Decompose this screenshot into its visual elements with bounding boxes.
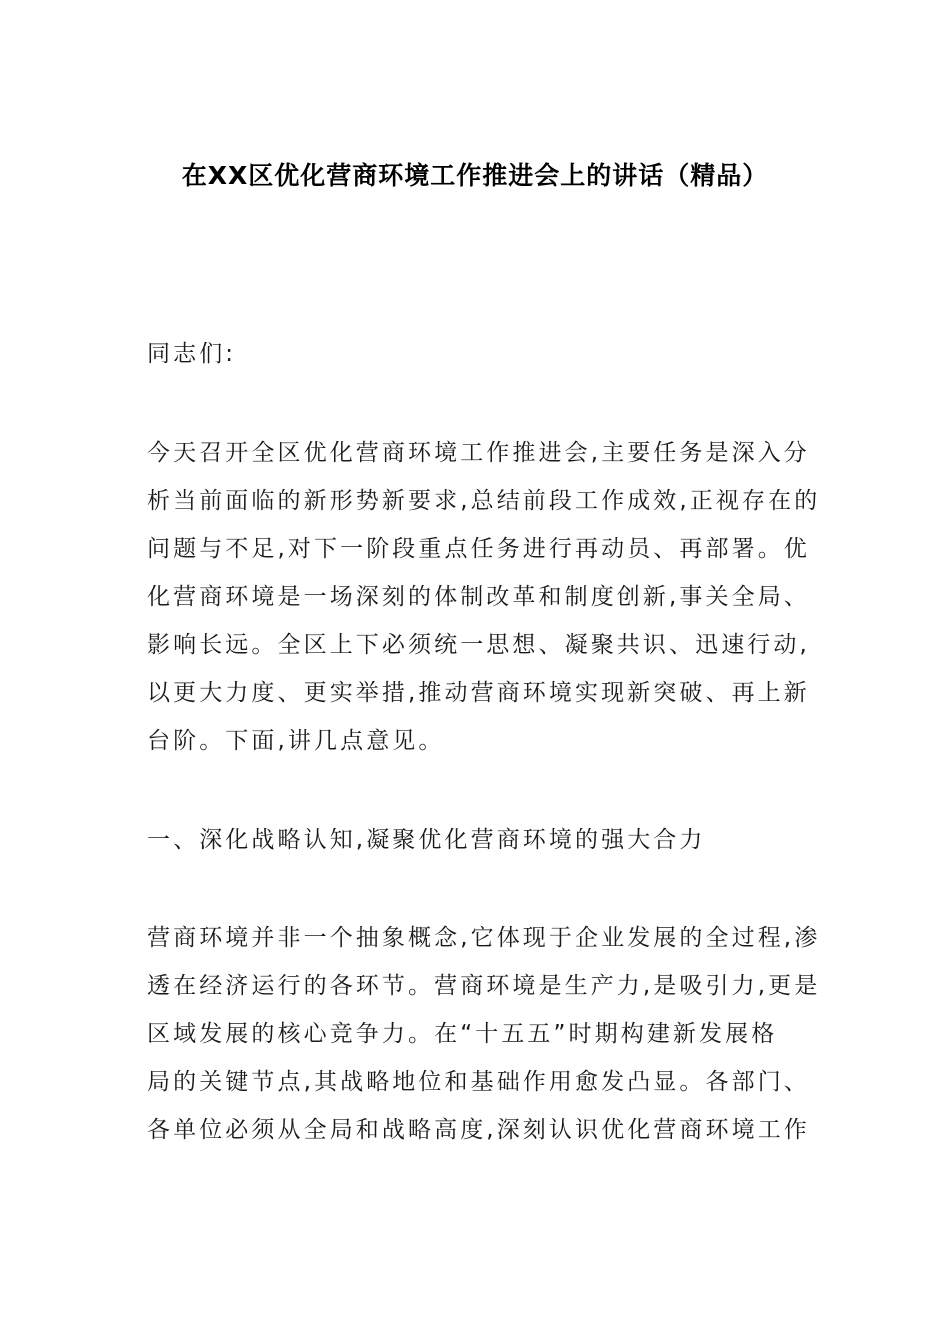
paragraph-line: 各单位必须从全局和战略高度,深刻认识优化营商环境工作 bbox=[147, 1117, 810, 1143]
paragraph-line: 台阶。下面,讲几点意见。 bbox=[147, 728, 445, 754]
salutation: 同志们: bbox=[147, 341, 237, 367]
section-heading: 一、深化战略认知,凝聚优化营商环境的强大合力 bbox=[147, 827, 706, 853]
paragraph-line: 今天召开全区优化营商环境工作推进会,主要任务是深入分 bbox=[147, 440, 810, 466]
paragraph-line: 透在经济运行的各环节。营商环境是生产力,是吸引力,更是 bbox=[147, 973, 821, 999]
paragraph-line: 区域发展的核心竞争力。在“十五五”时期构建新发展格 bbox=[147, 1021, 778, 1047]
document-title: 在XX区优化营商环境工作推进会上的讲话（精品） bbox=[181, 161, 769, 190]
paragraph-line: 化营商环境是一场深刻的体制改革和制度创新,事关全局、 bbox=[147, 584, 810, 610]
paragraph-line: 问题与不足,对下一阶段重点任务进行再动员、再部署。优 bbox=[147, 536, 810, 562]
paragraph-line: 局的关键节点,其战略地位和基础作用愈发凸显。各部门、 bbox=[147, 1069, 810, 1095]
paragraph-line: 营商环境并非一个抽象概念,它体现于企业发展的全过程,渗 bbox=[147, 925, 821, 951]
paragraph-line: 影响长远。全区上下必须统一思想、凝聚共识、迅速行动, bbox=[147, 632, 810, 658]
paragraph-line: 以更大力度、更实举措,推动营商环境实现新突破、再上新 bbox=[147, 680, 810, 706]
paragraph-line: 析当前面临的新形势新要求,总结前段工作成效,正视存在的 bbox=[147, 488, 821, 514]
